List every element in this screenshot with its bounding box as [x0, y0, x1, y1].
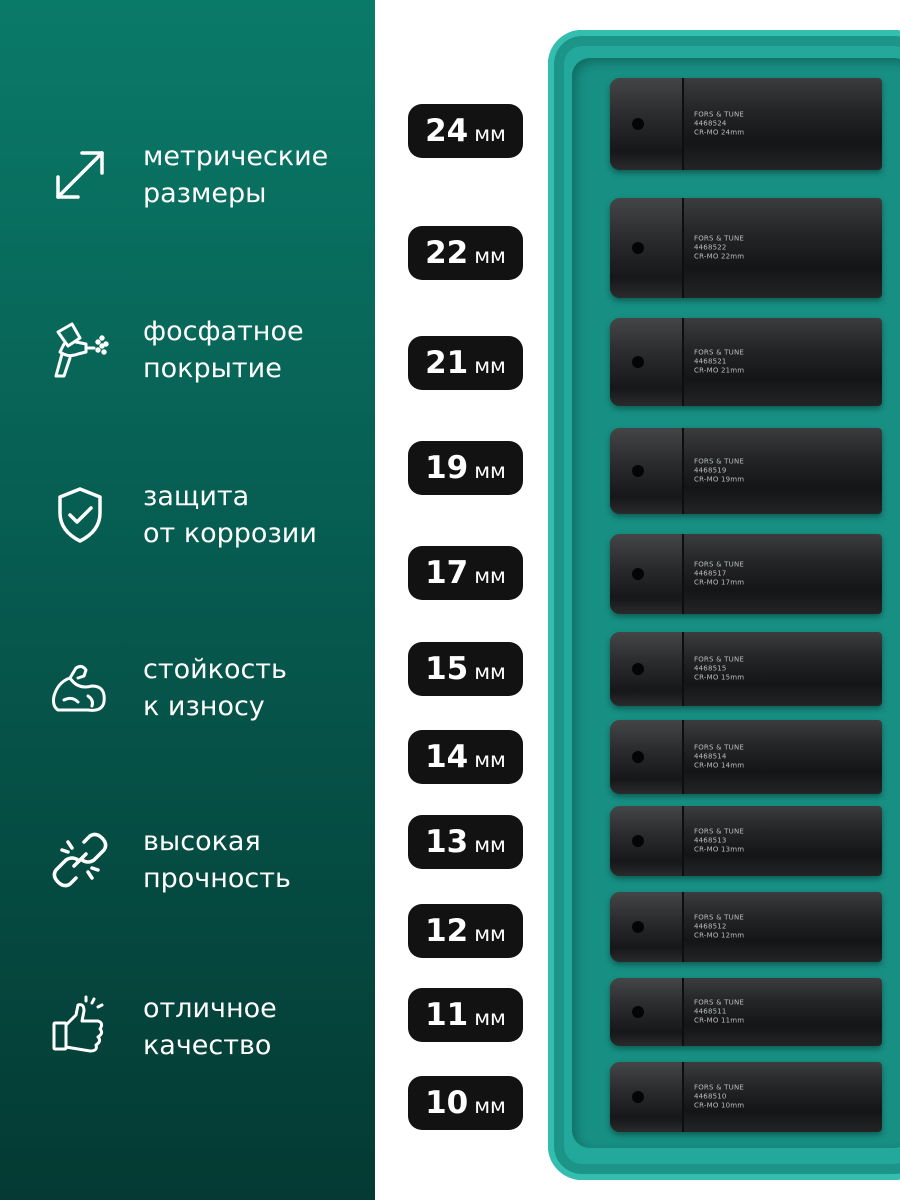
size-unit: мм — [474, 660, 506, 684]
socket-code: 4468512 — [694, 922, 727, 931]
socket-pin-hole — [632, 356, 644, 368]
socket-brand: FORS & TUNE — [694, 1083, 745, 1092]
socket-spec: CR-MO 19mm — [694, 475, 745, 484]
feature-text — [143, 651, 287, 725]
socket-engraving — [694, 828, 774, 855]
size-unit: мм — [474, 122, 506, 146]
socket-spec: CR-MO 22mm — [694, 252, 745, 261]
socket-engraving — [694, 458, 774, 485]
impact-socket — [610, 428, 882, 514]
impact-socket — [610, 534, 882, 614]
size-number: 19 — [425, 450, 469, 486]
shield-check-icon — [48, 483, 112, 547]
socket-code: 4468519 — [694, 466, 727, 475]
socket-pin-hole — [632, 242, 644, 254]
socket-collar — [610, 1062, 684, 1132]
size-number: 11 — [425, 997, 469, 1033]
size-unit: мм — [474, 1094, 506, 1118]
socket-pin-hole — [632, 663, 644, 675]
socket-collar — [610, 78, 684, 170]
socket-code: 4468511 — [694, 1007, 727, 1016]
socket-collar — [610, 806, 684, 876]
impact-socket — [610, 1062, 882, 1132]
size-label — [408, 730, 523, 784]
size-number: 10 — [425, 1085, 469, 1121]
socket-collar — [610, 428, 684, 514]
socket-brand: FORS & TUNE — [694, 234, 745, 243]
socket-engraving — [694, 914, 774, 941]
socket-code: 4468521 — [694, 357, 727, 366]
size-label — [408, 815, 523, 869]
socket-spec: CR-MO 24mm — [694, 128, 745, 137]
feature-high-strength — [0, 805, 375, 915]
size-number: 12 — [425, 913, 469, 949]
impact-socket — [610, 78, 882, 170]
socket-brand: FORS & TUNE — [694, 827, 745, 836]
feature-text — [143, 478, 317, 552]
socket-pin-hole — [632, 1006, 644, 1018]
broken-chain-icon — [48, 828, 112, 892]
feature-line-2: размеры — [143, 178, 267, 209]
size-label — [408, 336, 523, 390]
socket-brand: FORS & TUNE — [694, 655, 745, 664]
socket-collar — [610, 892, 684, 962]
feature-line-1: защита — [143, 481, 250, 512]
socket-pin-hole — [632, 751, 644, 763]
socket-engraving — [694, 1084, 774, 1111]
size-number: 14 — [425, 739, 469, 775]
socket-pin-hole — [632, 465, 644, 477]
size-number: 21 — [425, 345, 469, 381]
socket-spec: CR-MO 15mm — [694, 673, 745, 682]
feature-line-2: качество — [143, 1030, 272, 1061]
feature-text — [143, 990, 277, 1064]
socket-code: 4468514 — [694, 752, 727, 761]
feature-line-2: от коррозии — [143, 518, 317, 549]
socket-brand: FORS & TUNE — [694, 457, 745, 466]
size-label — [408, 104, 523, 158]
size-label — [408, 226, 523, 280]
socket-brand: FORS & TUNE — [694, 743, 745, 752]
feature-line-2: прочность — [143, 863, 291, 894]
socket-brand: FORS & TUNE — [694, 110, 745, 119]
impact-socket — [610, 720, 882, 794]
socket-pin-hole — [632, 921, 644, 933]
feature-metric-sizes — [0, 120, 375, 230]
socket-code: 4468513 — [694, 836, 727, 845]
feature-text — [143, 313, 304, 387]
feature-line-1: метрические — [143, 141, 329, 172]
socket-engraving — [694, 999, 774, 1026]
socket-pin-hole — [632, 1091, 644, 1103]
size-unit: мм — [474, 748, 506, 772]
size-label — [408, 1076, 523, 1130]
socket-pin-hole — [632, 118, 644, 130]
socket-code: 4468510 — [694, 1092, 727, 1101]
socket-collar — [610, 198, 684, 298]
socket-spec: CR-MO 11mm — [694, 1016, 745, 1025]
size-unit: мм — [474, 833, 506, 857]
size-unit: мм — [474, 354, 506, 378]
socket-spec: CR-MO 21mm — [694, 366, 745, 375]
feature-line-2: к износу — [143, 691, 265, 722]
feature-line-2: покрытие — [143, 353, 282, 384]
socket-spec: CR-MO 17mm — [694, 578, 745, 587]
size-label — [408, 642, 523, 696]
size-label — [408, 546, 523, 600]
socket-engraving — [694, 744, 774, 771]
socket-collar — [610, 720, 684, 794]
feature-line-1: высокая — [143, 826, 261, 857]
socket-brand: FORS & TUNE — [694, 348, 745, 357]
feature-line-1: отличное — [143, 993, 277, 1024]
socket-code: 4468517 — [694, 569, 727, 578]
size-label — [408, 988, 523, 1042]
socket-brand: FORS & TUNE — [694, 560, 745, 569]
impact-socket — [610, 978, 882, 1046]
socket-brand: FORS & TUNE — [694, 913, 745, 922]
features-panel — [0, 0, 375, 1200]
socket-pin-hole — [632, 835, 644, 847]
feature-text — [143, 138, 328, 212]
socket-engraving — [694, 349, 774, 376]
size-number: 22 — [425, 235, 469, 271]
spray-gun-icon — [48, 318, 112, 382]
socket-collar — [610, 534, 684, 614]
feature-line-1: фосфатное — [143, 316, 304, 347]
size-number: 15 — [425, 651, 469, 687]
socket-code: 4468522 — [694, 243, 727, 252]
socket-spec: CR-MO 10mm — [694, 1101, 745, 1110]
socket-engraving — [694, 656, 774, 683]
feature-excellent-quality — [0, 972, 375, 1082]
socket-engraving — [694, 561, 774, 588]
size-unit: мм — [474, 459, 506, 483]
thumbs-up-icon — [48, 995, 112, 1059]
socket-spec: CR-MO 12mm — [694, 931, 745, 940]
feature-text — [143, 823, 291, 897]
socket-pin-hole — [632, 568, 644, 580]
size-unit: мм — [474, 244, 506, 268]
impact-socket — [610, 198, 882, 298]
socket-collar — [610, 318, 684, 406]
feature-line-1: стойкость — [143, 654, 287, 685]
size-number: 13 — [425, 824, 469, 860]
flexed-arm-icon — [48, 656, 112, 720]
socket-engraving — [694, 111, 774, 138]
size-unit: мм — [474, 564, 506, 588]
impact-socket — [610, 806, 882, 876]
feature-corrosion-protection — [0, 460, 375, 570]
impact-socket — [610, 632, 882, 706]
socket-spec: CR-MO 14mm — [694, 761, 745, 770]
size-unit: мм — [474, 922, 506, 946]
socket-collar — [610, 978, 684, 1046]
resize-arrows-icon — [48, 143, 112, 207]
impact-socket — [610, 892, 882, 962]
socket-code: 4468515 — [694, 664, 727, 673]
socket-spec: CR-MO 13mm — [694, 845, 745, 854]
socket-engraving — [694, 235, 774, 262]
socket-collar — [610, 632, 684, 706]
socket-code: 4468524 — [694, 119, 727, 128]
size-label — [408, 441, 523, 495]
size-label — [408, 904, 523, 958]
socket-brand: FORS & TUNE — [694, 998, 745, 1007]
size-number: 24 — [425, 113, 469, 149]
feature-phosphate-coating — [0, 295, 375, 405]
size-unit: мм — [474, 1006, 506, 1030]
feature-wear-resistance — [0, 633, 375, 743]
size-number: 17 — [425, 555, 469, 591]
impact-socket — [610, 318, 882, 406]
